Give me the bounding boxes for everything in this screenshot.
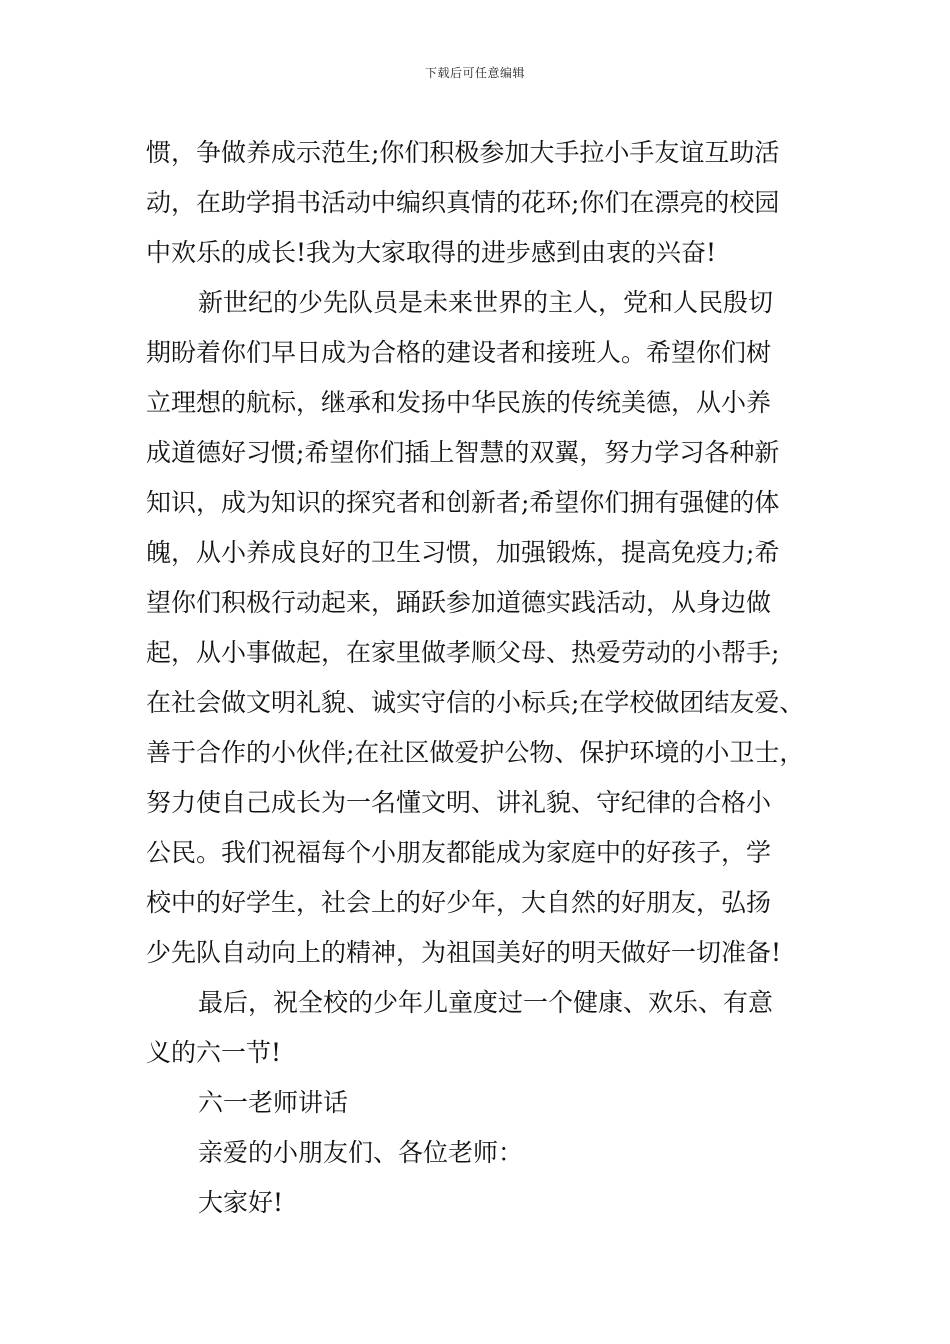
text-line: 中欢乐的成长!我为大家取得的进步感到由衷的兴奋! [146,238,717,267]
text-line: 努力使自己成长为一名懂文明、讲礼貌、守纪律的合格小 [146,788,772,817]
page-header-note: 下载后可任意编辑 [424,66,525,80]
text-line: 成道德好习惯;希望你们插上智慧的双翼，努力学习各种新 [146,438,780,467]
text-line: 望你们积极行动起来，踊跃参加道德实践活动，从身边做 [146,588,772,617]
text-line: 动，在助学捐书活动中编织真情的花环;你们在漂亮的校园 [146,188,780,217]
text-line: 少先队自动向上的精神，为祖国美好的明天做好一切准备! [146,938,782,967]
text-line: 知识，成为知识的探究者和创新者;希望你们拥有强健的体 [146,488,780,517]
text-line: 魄，从小养成良好的卫生习惯，加强锻炼，提高免疫力;希 [146,538,780,567]
greeting: 大家好! [198,1188,284,1217]
text-line: 在社会做文明礼貌、诚实守信的小标兵;在学校做团结友爱、 [146,688,805,717]
paragraph-start-line: 最后，祝全校的少年儿童度过一个健康、欢乐、有意 [198,988,774,1017]
text-line: 善于合作的小伙伴;在社区做爱护公物、保护环境的小卫士， [146,738,805,767]
text-line: 校中的好学生，社会上的好少年，大自然的好朋友，弘扬 [146,888,772,917]
text-line: 立理想的航标，继承和发扬中华民族的传统美德，从小养 [146,388,772,417]
text-line: 公民。我们祝福每个小朋友都能成为家庭中的好孩子，学 [146,838,772,867]
text-line: 起，从小事做起，在家里做孝顺父母、热爱劳动的小帮手; [146,638,780,667]
salutation: 亲爱的小朋友们、各位老师： [198,1138,524,1167]
document-body [146,128,836,1228]
section-title: 六一老师讲话 [198,1088,349,1117]
text-line: 期盼着你们早日成为合格的建设者和接班人。希望你们树 [146,338,772,367]
text-line: 义的六一节! [146,1038,282,1067]
paragraph-start-line: 新世纪的少先队员是未来世界的主人，党和人民殷切 [198,288,774,317]
text-line: 惯，争做养成示范生;你们积极参加大手拉小手友谊互助活 [146,138,780,167]
